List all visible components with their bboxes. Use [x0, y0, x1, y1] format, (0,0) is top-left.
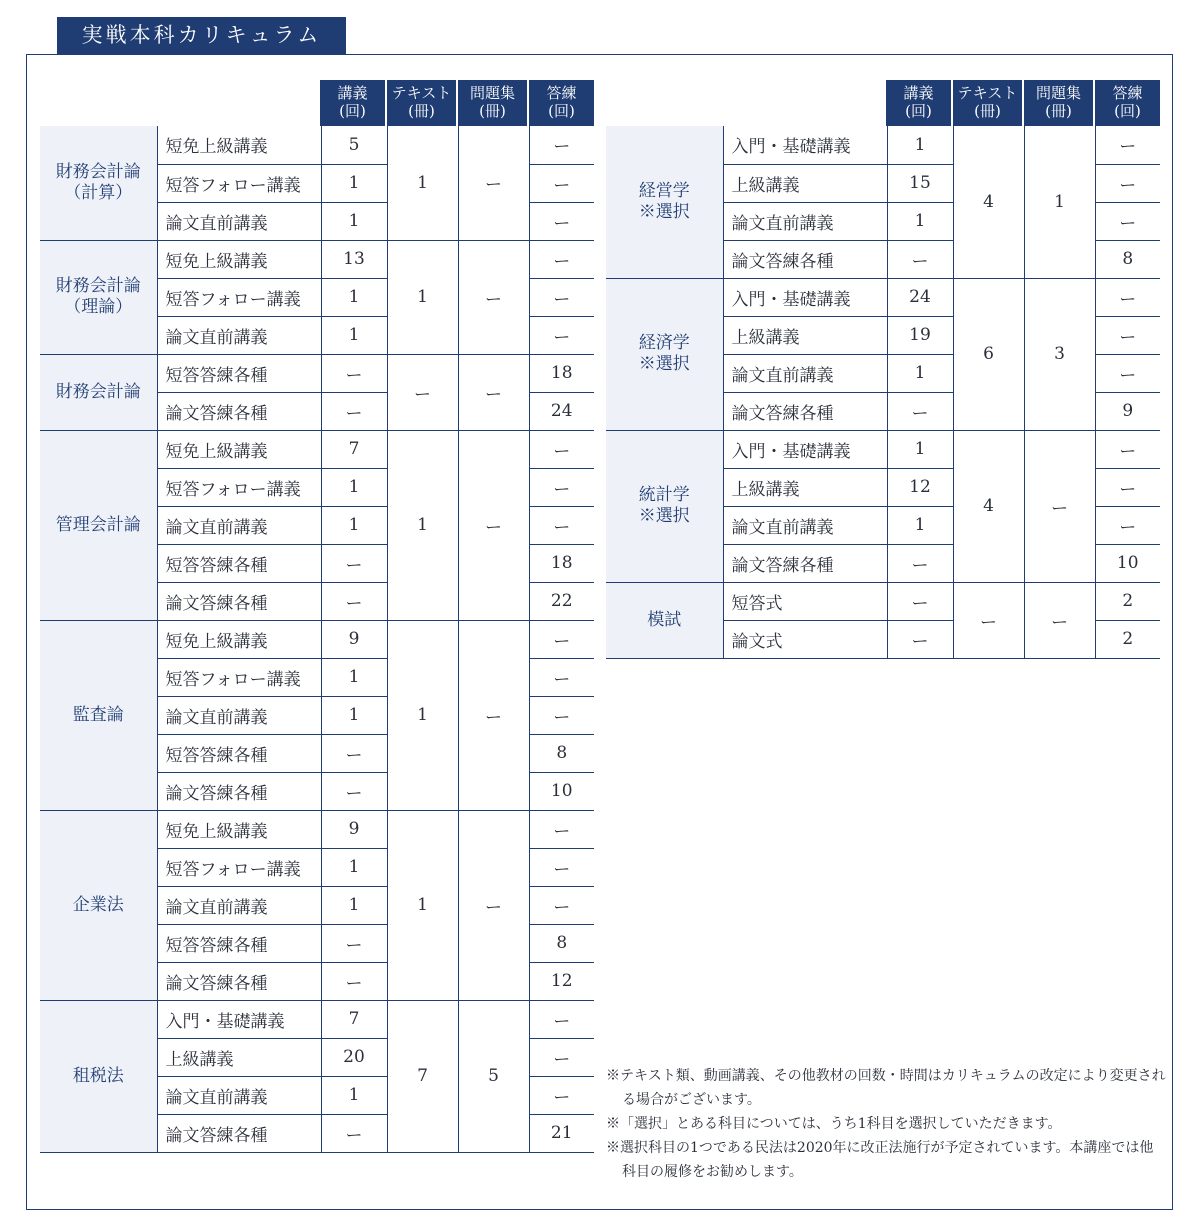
practice-count-cell: 10 — [1095, 544, 1160, 582]
subject-name: 管理会計論 — [55, 514, 141, 535]
lecture-count-cell: 1 — [321, 278, 387, 316]
lecture-count-cell: ー — [321, 354, 387, 392]
lecture-count-cell: 1 — [321, 696, 387, 734]
header-texts — [387, 80, 456, 126]
lecture-count-cell: 7 — [321, 1000, 387, 1038]
subject-name: 租税法 — [72, 1065, 124, 1086]
footnote: ※テキスト類、動画講義、その他教材の回数・時間はカリキュラムの改定により変更される場合がございます。 — [606, 1068, 1166, 1108]
subject-name: ※選択 — [638, 201, 690, 222]
lecture-count-cell: ー — [887, 582, 953, 620]
workbook-count-cell: ー — [458, 620, 529, 810]
practice-count-cell: ー — [529, 164, 594, 202]
subject-name: 企業法 — [72, 894, 124, 915]
footnote: ※「選択」とある科目については、うち1科目を選択していただきます。 — [606, 1116, 1062, 1132]
lecture-count-cell: 7 — [321, 430, 387, 468]
subject-cell — [40, 354, 157, 430]
item-cell: 論文式 — [723, 620, 887, 658]
item-cell: 論文答練各種 — [723, 544, 887, 582]
item-cell: 論文答練各種 — [157, 772, 321, 810]
practice-count-cell: 8 — [1095, 240, 1160, 278]
practice-count-cell: ー — [529, 696, 594, 734]
header-unit: (回) — [905, 102, 932, 120]
practice-count-cell: ー — [529, 658, 594, 696]
item-cell: 論文直前講義 — [723, 506, 887, 544]
practice-count-cell: ー — [529, 886, 594, 924]
table-row — [40, 126, 594, 164]
lecture-count-cell: 5 — [321, 126, 387, 164]
practice-count-cell: ー — [1095, 316, 1160, 354]
subject-name: 財務会計論 — [55, 276, 141, 296]
table-row — [40, 1000, 594, 1038]
practice-count-cell: 21 — [529, 1114, 594, 1152]
header-unit: (冊) — [408, 102, 435, 120]
practice-count-cell: ー — [1095, 278, 1160, 316]
header-workbooks — [458, 80, 527, 126]
lecture-count-cell: 1 — [887, 506, 953, 544]
practice-count-cell: 2 — [1095, 582, 1160, 620]
header-lectures — [320, 80, 385, 126]
practice-count-cell: ー — [529, 126, 594, 164]
practice-count-cell: 12 — [529, 962, 594, 1000]
workbook-count-cell: ー — [1024, 430, 1095, 582]
subject-name: 財務会計論 — [55, 381, 141, 402]
footnotes — [606, 1064, 1166, 1184]
lecture-count-cell: 1 — [887, 354, 953, 392]
practice-count-cell: ー — [529, 316, 594, 354]
item-cell: 短答フォロー講義 — [157, 164, 321, 202]
lecture-count-cell: 1 — [321, 202, 387, 240]
table-row — [40, 430, 594, 468]
item-cell: 短答フォロー講義 — [157, 468, 321, 506]
header-unit: (回) — [339, 102, 366, 120]
practice-count-cell: ー — [529, 506, 594, 544]
item-cell: 入門・基礎講義 — [723, 126, 887, 164]
item-cell: 上級講義 — [723, 316, 887, 354]
item-cell: 論文直前講義 — [157, 202, 321, 240]
subject-cell — [40, 620, 157, 810]
table-row — [606, 126, 1160, 164]
header-label: 講義 — [337, 84, 368, 102]
lecture-count-cell: ー — [887, 392, 953, 430]
curriculum-table-left — [40, 126, 594, 1153]
practice-count-cell: ー — [1095, 354, 1160, 392]
lecture-count-cell: 1 — [321, 468, 387, 506]
header-unit: (冊) — [479, 102, 506, 120]
item-cell: 論文直前講義 — [723, 202, 887, 240]
item-cell: 短免上級講義 — [157, 126, 321, 164]
header-label: 答練 — [546, 84, 577, 102]
practice-count-cell: ー — [529, 1000, 594, 1038]
lecture-count-cell: 13 — [321, 240, 387, 278]
subject-cell — [40, 240, 157, 354]
item-cell: 入門・基礎講義 — [723, 278, 887, 316]
subject-cell — [40, 430, 157, 620]
text-count-cell: 1 — [387, 240, 458, 354]
item-cell: 論文直前講義 — [157, 506, 321, 544]
item-cell: 上級講義 — [723, 468, 887, 506]
table-row — [606, 278, 1160, 316]
text-count-cell: 1 — [387, 810, 458, 1000]
lecture-count-cell: 1 — [887, 126, 953, 164]
item-cell: 論文答練各種 — [723, 392, 887, 430]
practice-count-cell: ー — [529, 848, 594, 886]
header-label: 問題集 — [1035, 84, 1081, 102]
text-count-cell: ー — [953, 582, 1024, 658]
subject-name: 監査論 — [72, 704, 124, 725]
practice-count-cell: ー — [529, 240, 594, 278]
text-count-cell: 1 — [387, 126, 458, 240]
subject-name: 経済学 — [638, 333, 690, 353]
text-count-cell: 1 — [387, 430, 458, 620]
subject-name: 統計学 — [638, 485, 690, 505]
item-cell: 入門・基礎講義 — [157, 1000, 321, 1038]
item-cell: 短免上級講義 — [157, 620, 321, 658]
item-cell: 論文直前講義 — [723, 354, 887, 392]
header-lectures — [886, 80, 951, 126]
workbook-count-cell: ー — [458, 810, 529, 1000]
item-cell: 短答フォロー講義 — [157, 278, 321, 316]
item-cell: 上級講義 — [723, 164, 887, 202]
lecture-count-cell: 1 — [887, 430, 953, 468]
text-count-cell: 6 — [953, 278, 1024, 430]
text-count-cell: 7 — [387, 1000, 458, 1152]
header-label: テキスト — [957, 84, 1018, 102]
practice-count-cell: 8 — [529, 734, 594, 772]
header-label: テキスト — [391, 84, 452, 102]
practice-count-cell: ー — [529, 1038, 594, 1076]
item-cell: 短答答練各種 — [157, 354, 321, 392]
item-cell: 論文答練各種 — [157, 1114, 321, 1152]
subject-name: 経営学 — [638, 180, 690, 201]
subject-name: ※選択 — [638, 506, 690, 526]
subject-cell — [606, 278, 723, 430]
table-row — [40, 620, 594, 658]
practice-count-cell: ー — [529, 468, 594, 506]
subject-cell — [40, 126, 157, 240]
lecture-count-cell: 1 — [321, 658, 387, 696]
lecture-count-cell: 20 — [321, 1038, 387, 1076]
header-label: 問題集 — [469, 84, 515, 102]
lecture-count-cell: ー — [321, 924, 387, 962]
lecture-count-cell: ー — [321, 1114, 387, 1152]
lecture-count-cell: ー — [887, 240, 953, 278]
practice-count-cell: 18 — [529, 544, 594, 582]
workbook-count-cell: ー — [458, 126, 529, 240]
item-cell: 短答フォロー講義 — [157, 658, 321, 696]
table-row — [606, 430, 1160, 468]
subject-name: 財務会計論 — [55, 161, 141, 182]
workbook-count-cell: ー — [458, 354, 529, 430]
subject-name: ※選択 — [638, 354, 690, 374]
lecture-count-cell: 9 — [321, 620, 387, 658]
footnote: ※選択科目の1つである民法は2020年に改正法施行が予定されています。本講座では他科目の履修をお勧めします。 — [606, 1140, 1154, 1180]
header-label: 講義 — [903, 84, 934, 102]
lecture-count-cell: 12 — [887, 468, 953, 506]
lecture-count-cell: 9 — [321, 810, 387, 848]
subject-cell — [606, 582, 723, 658]
table-row — [40, 240, 594, 278]
lecture-count-cell: 1 — [321, 164, 387, 202]
practice-count-cell: ー — [1095, 430, 1160, 468]
item-cell: 短答答練各種 — [157, 924, 321, 962]
subject-cell — [40, 810, 157, 1000]
item-cell: 論文答練各種 — [723, 240, 887, 278]
practice-count-cell: ー — [1095, 202, 1160, 240]
item-cell: 短免上級講義 — [157, 810, 321, 848]
lecture-count-cell: 24 — [887, 278, 953, 316]
item-cell: 短答式 — [723, 582, 887, 620]
practice-count-cell: ー — [1095, 506, 1160, 544]
item-cell: 論文直前講義 — [157, 886, 321, 924]
practice-count-cell: ー — [1095, 164, 1160, 202]
practice-count-cell: ー — [529, 810, 594, 848]
lecture-count-cell: 1 — [321, 886, 387, 924]
table-row — [606, 582, 1160, 620]
lecture-count-cell: ー — [887, 620, 953, 658]
header-practice-exams — [1095, 80, 1160, 126]
text-count-cell: 4 — [953, 126, 1024, 278]
lecture-count-cell: ー — [321, 544, 387, 582]
header-unit: (冊) — [974, 102, 1001, 120]
workbook-count-cell: ー — [1024, 582, 1095, 658]
header-texts — [953, 80, 1022, 126]
page-title: 実戦本科カリキュラム — [57, 17, 346, 54]
header-unit: (回) — [548, 102, 575, 120]
practice-count-cell: 18 — [529, 354, 594, 392]
practice-count-cell: 22 — [529, 582, 594, 620]
lecture-count-cell: 1 — [321, 848, 387, 886]
practice-count-cell: ー — [529, 620, 594, 658]
lecture-count-cell: 19 — [887, 316, 953, 354]
table-row — [40, 810, 594, 848]
practice-count-cell: 10 — [529, 772, 594, 810]
item-cell: 短免上級講義 — [157, 240, 321, 278]
lecture-count-cell: ー — [321, 772, 387, 810]
table-row — [40, 354, 594, 392]
workbook-count-cell: 5 — [458, 1000, 529, 1152]
subject-name: （理論） — [64, 297, 133, 317]
item-cell: 短答フォロー講義 — [157, 848, 321, 886]
workbook-count-cell: 3 — [1024, 278, 1095, 430]
practice-count-cell: 8 — [529, 924, 594, 962]
lecture-count-cell: 1 — [887, 202, 953, 240]
practice-count-cell: 9 — [1095, 392, 1160, 430]
practice-count-cell: 2 — [1095, 620, 1160, 658]
lecture-count-cell: ー — [887, 544, 953, 582]
subject-cell — [606, 126, 723, 278]
practice-count-cell: ー — [529, 202, 594, 240]
lecture-count-cell: 1 — [321, 316, 387, 354]
item-cell: 論文直前講義 — [157, 316, 321, 354]
item-cell: 論文答練各種 — [157, 582, 321, 620]
header-label: 答練 — [1112, 84, 1143, 102]
item-cell: 短免上級講義 — [157, 430, 321, 468]
lecture-count-cell: ー — [321, 962, 387, 1000]
subject-cell — [40, 1000, 157, 1152]
header-unit: (回) — [1114, 102, 1141, 120]
header-unit: (冊) — [1045, 102, 1072, 120]
lecture-count-cell: 1 — [321, 506, 387, 544]
practice-count-cell: ー — [529, 430, 594, 468]
item-cell: 短答答練各種 — [157, 544, 321, 582]
text-count-cell: 4 — [953, 430, 1024, 582]
practice-count-cell: ー — [529, 1076, 594, 1114]
text-count-cell: 1 — [387, 620, 458, 810]
item-cell: 短答答練各種 — [157, 734, 321, 772]
item-cell: 論文答練各種 — [157, 962, 321, 1000]
item-cell: 上級講義 — [157, 1038, 321, 1076]
item-cell: 論文直前講義 — [157, 696, 321, 734]
subject-cell — [606, 430, 723, 582]
practice-count-cell: ー — [1095, 468, 1160, 506]
item-cell: 入門・基礎講義 — [723, 430, 887, 468]
header-workbooks — [1024, 80, 1093, 126]
lecture-count-cell: 15 — [887, 164, 953, 202]
workbook-count-cell: ー — [458, 240, 529, 354]
workbook-count-cell: ー — [458, 430, 529, 620]
curriculum-table-right — [606, 126, 1160, 659]
lecture-count-cell: ー — [321, 392, 387, 430]
workbook-count-cell: 1 — [1024, 126, 1095, 278]
practice-count-cell: ー — [1095, 126, 1160, 164]
practice-count-cell: ー — [529, 278, 594, 316]
lecture-count-cell: ー — [321, 734, 387, 772]
item-cell: 論文直前講義 — [157, 1076, 321, 1114]
lecture-count-cell: 1 — [321, 1076, 387, 1114]
subject-name: 模試 — [647, 609, 682, 630]
practice-count-cell: 24 — [529, 392, 594, 430]
lecture-count-cell: ー — [321, 582, 387, 620]
text-count-cell: ー — [387, 354, 458, 430]
item-cell: 論文答練各種 — [157, 392, 321, 430]
subject-name: （計算） — [64, 182, 133, 203]
header-practice-exams — [529, 80, 594, 126]
